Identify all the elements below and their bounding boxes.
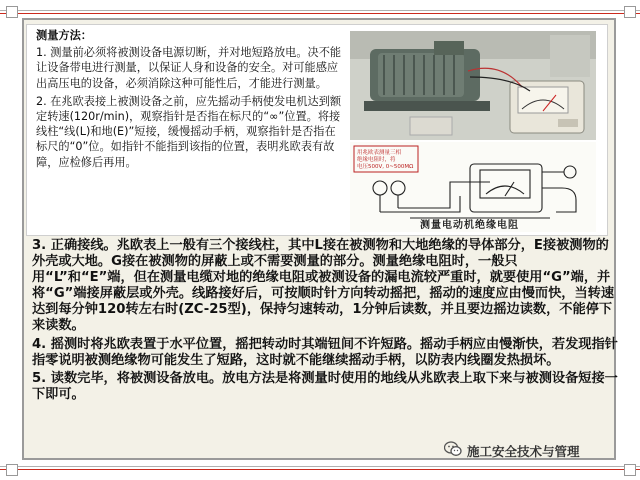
figure-caption: 测量电动机绝缘电阻: [420, 220, 519, 231]
top-rule-red: [0, 13, 640, 14]
step-paragraph-3: 3. 正确接线。兆欧表上一般有三个接线柱，其中L接在被测物和大地绝缘的导体部分，E接被测物的外壳或大地。G接在被测物的屏蔽上或不需要测量的部分。测量绝缘电阻时，一般只用“L”和“E”端，但在测量电缆对地的绝缘电阻或被测设备的漏电流较严重时，就要使用“G”端，并将“G”端接屏蔽层或外壳。线路接好后，可按顺时针方向转动摇把，摇动的速度应由慢而快，当转速达到每分钟120转左右时(ZC-25型)，保持匀速转动，1分钟后读数，并且要边摇边读数，不能停下来读数。: [32, 238, 615, 334]
bottom-rule-gray: [0, 466, 640, 467]
step-paragraph-5: 5. 读数完毕，将被测设备放电。放电方法是将测量时使用的地线从兆欧表上取下来与被测设备短接一下即可。: [32, 370, 618, 402]
diagram-label-line-2: 绝缘电阻时，将: [357, 157, 396, 163]
motor-photo: [350, 31, 596, 140]
corner-square-tl: [6, 6, 18, 18]
method-paragraph-1: 1. 测量前必须将被测设备电源切断，并对地短路放电。决不能让设备带电进行测量，以保证人身和设备的安全。对可能感应出高压电的设备，必须消除这种可能性后，才能进行测量。: [36, 46, 342, 90]
top-rule-gray: [0, 10, 640, 11]
wechat-icon: [444, 441, 462, 461]
bottom-rule-red: [0, 469, 640, 470]
corner-square-br: [624, 464, 636, 476]
method-section: [36, 28, 342, 173]
step-paragraph-4: 4. 摇测时将兆欧表置于水平位置，摇把转动时其端钮间不许短路。摇动手柄应由慢渐快，若发现指针指零说明被测绝缘物可能发生了短路，这时就不能继续摇动手柄，以防表内线圈发热损坏。: [32, 336, 618, 368]
corner-square-bl: [6, 464, 18, 476]
steps-section: [32, 238, 618, 405]
watermark: [444, 440, 580, 462]
method-paragraph-2: 2. 在兆欧表接上被测设备之前，应先摇动手柄使发电机达到额定转速(120r/min)，观察指针是否指在标尺的“∞”位置。将接线柱“线(L)和地(E)”短接，缓慢摇动手柄，观察指针是否指在标尺的“0”位。如指针不能指到该指的位置，表明兆欧表有故障，应检修后再用。: [36, 94, 342, 169]
method-title: 测量方法：: [36, 29, 92, 42]
diagram-label-line-1: 用兆欧表测量三相: [357, 150, 402, 156]
diagram-label-line-3: 电压500V, 0~500MΩ: [357, 164, 414, 170]
watermark-text: 施工安全技术与管理: [467, 444, 580, 459]
corner-square-tr: [624, 6, 636, 18]
